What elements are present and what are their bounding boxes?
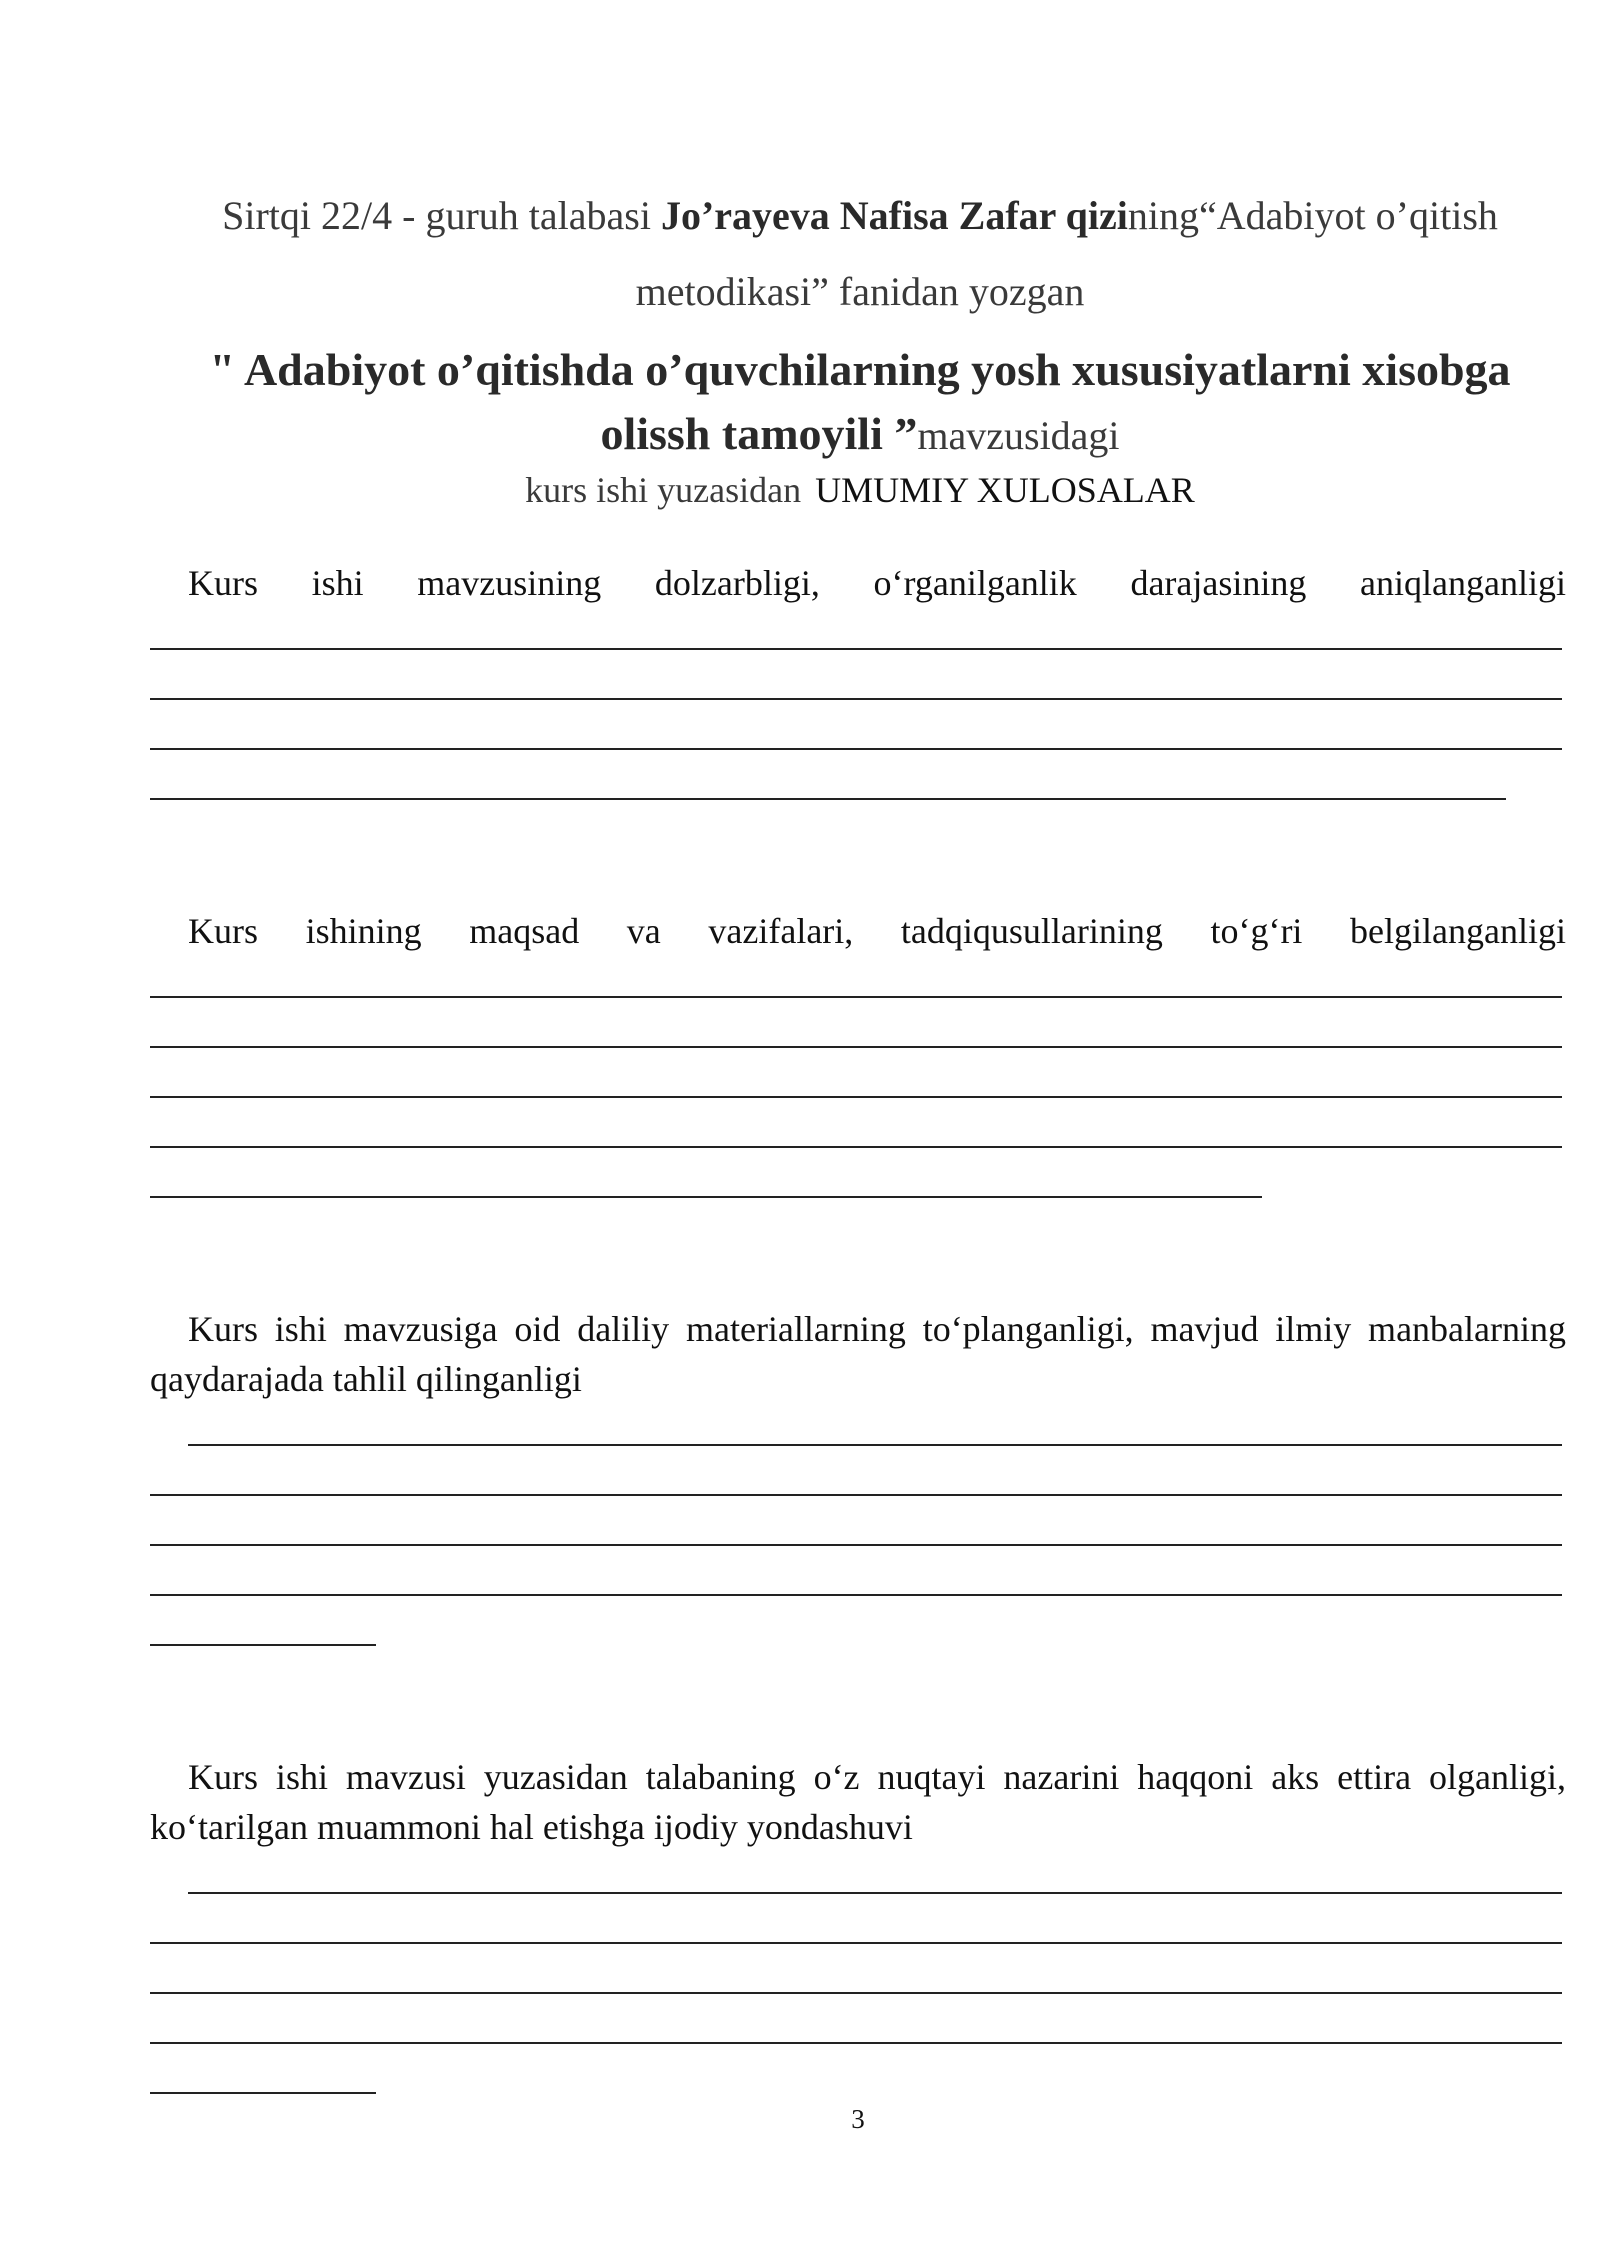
answer-line[interactable] (188, 1892, 1562, 1894)
section-heading-1: Kurs ishi mavzusining dolzarbligi, o‘rganilganlik darajasining aniqlanganligi (188, 563, 1566, 603)
answer-line[interactable] (150, 1494, 1562, 1496)
intro-suffix: ning“Adabiyot o’qitish (1127, 193, 1498, 238)
answer-line[interactable] (150, 996, 1562, 998)
page-number: 3 (851, 2104, 865, 2134)
answer-line[interactable] (150, 798, 1506, 800)
answer-line[interactable] (150, 1096, 1562, 1098)
answer-line[interactable] (150, 2042, 1562, 2044)
answer-line[interactable] (150, 1196, 1262, 1198)
answer-line[interactable] (150, 1644, 376, 1646)
answer-line[interactable] (150, 698, 1562, 700)
intro-prefix: Sirtqi 22/4 - guruh talabasi (222, 193, 661, 238)
title-suffix: mavzusidagi (917, 413, 1120, 458)
intro-text (150, 178, 1570, 330)
subtitle-prefix: kurs ishi yuzasidan (525, 470, 802, 510)
answer-line[interactable] (150, 1046, 1562, 1048)
answer-line[interactable] (150, 1146, 1562, 1148)
document-subtitle (150, 466, 1570, 514)
answer-line[interactable] (150, 648, 1562, 650)
intro-line-2: metodikasi” fanidan yozgan (635, 269, 1085, 314)
student-name: Jo’rayeva Nafisa Zafar qizi (660, 193, 1128, 238)
answer-line[interactable] (150, 2092, 376, 2094)
answer-line[interactable] (188, 1444, 1562, 1446)
document-title (150, 338, 1570, 468)
section-heading-4: Kurs ishi mavzusi yuzasidan talabaning o‘z nuqtayi nazarini haqqoni aks ettira olganligi, ko‘tarilgan muammoni hal etishga ijodiy yondashuvi (150, 1757, 1566, 1847)
subtitle-caps: UMUMIY XULOSALAR (815, 470, 1195, 510)
answer-line[interactable] (150, 1544, 1562, 1546)
title-main: " Adabiyot o’qitishda o’quvchilarning yosh xususiyatlarni xisobga olissh tamoyili ” (209, 344, 1511, 459)
answer-line[interactable] (150, 1992, 1562, 1994)
section-heading-2: Kurs ishining maqsad va vazifalari, tadqiqusullarining to‘g‘ri belgilanganligi (188, 911, 1566, 951)
answer-line[interactable] (150, 1594, 1562, 1596)
section-heading-3: Kurs ishi mavzusiga oid daliliy materiallarning to‘planganligi, mavjud ilmiy manbalarning qaydarajada tahlil qilinganligi (150, 1309, 1566, 1399)
answer-line[interactable] (150, 748, 1562, 750)
answer-line[interactable] (150, 1942, 1562, 1944)
intro-line-1 (150, 178, 1570, 254)
